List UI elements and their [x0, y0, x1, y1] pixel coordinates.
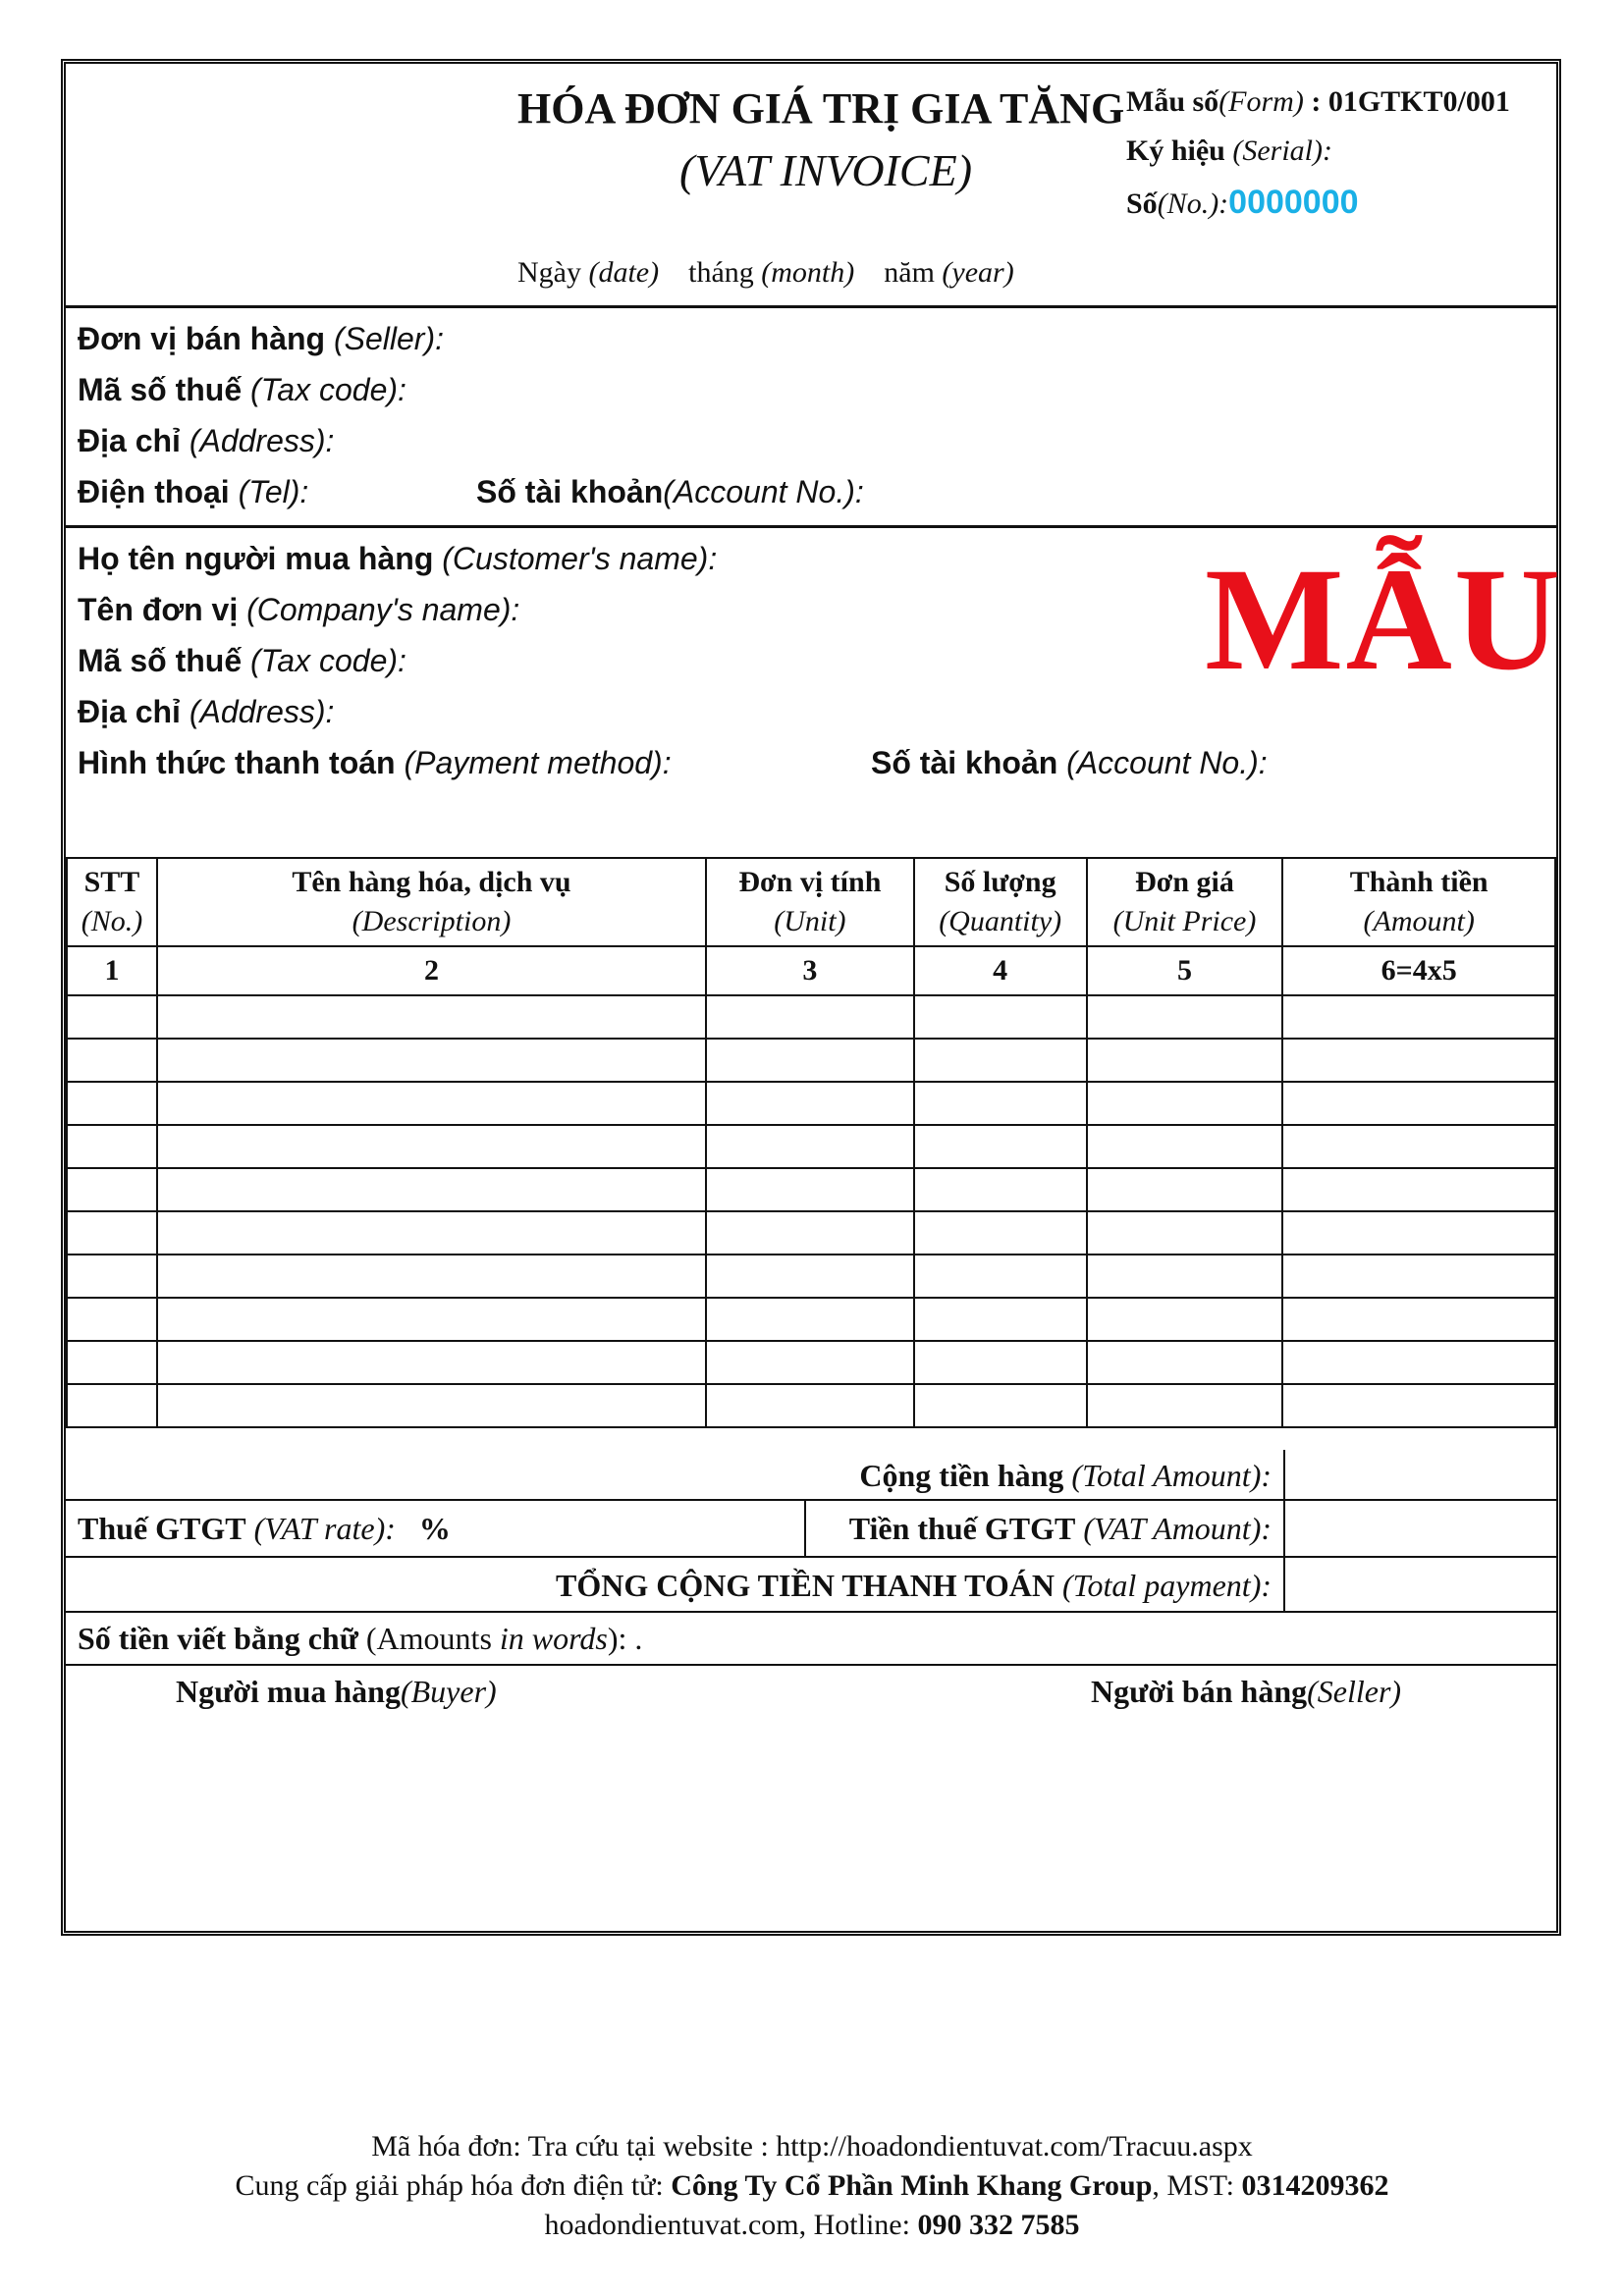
column-header: Đơn giá (Unit Price): [1087, 858, 1283, 946]
divider: [1283, 1558, 1285, 1611]
serial-label: Ký hiệu (Serial):: [1126, 134, 1332, 167]
table-cell: [1282, 1384, 1555, 1427]
table-cell: [67, 1384, 157, 1427]
table-cell: [914, 995, 1087, 1039]
company-name-field: Tên đơn vị (Company's name):: [78, 592, 520, 627]
buyer-tax-field: Mã số thuế (Tax code):: [78, 643, 406, 678]
total-payment-row: [66, 1558, 1556, 1613]
table-cell: [157, 1341, 706, 1384]
items-table: [66, 857, 1556, 1428]
total-amount-row: [66, 1450, 1556, 1501]
table-cell: [157, 995, 706, 1039]
table-cell: [157, 1211, 706, 1255]
column-header: STT (No.): [67, 858, 157, 946]
column-number: 5: [1087, 946, 1283, 995]
seller-tax-field: Mã số thuế (Tax code):: [78, 372, 406, 407]
column-number: 1: [67, 946, 157, 995]
table-cell: [157, 1384, 706, 1427]
table-cell: [1087, 1384, 1283, 1427]
column-header: Số lượng (Quantity): [914, 858, 1087, 946]
table-row: [67, 1168, 1555, 1211]
invoice-date: Ngày (date) tháng (month) năm (year): [517, 256, 1014, 289]
divider: [1283, 1450, 1285, 1499]
invoice-subtitle: (VAT INVOICE): [679, 145, 973, 195]
table-cell: [1087, 1039, 1283, 1082]
table-cell: [157, 1082, 706, 1125]
divider: [1283, 1501, 1285, 1556]
table-cell: [914, 1211, 1087, 1255]
table-cell: [1282, 1298, 1555, 1341]
invoice-number: Số(No.):0000000: [1126, 184, 1359, 221]
column-number-row: [67, 946, 1555, 995]
table-cell: [914, 1125, 1087, 1168]
table-cell: [914, 1082, 1087, 1125]
table-cell: [157, 1168, 706, 1211]
invoice-frame: [61, 59, 1561, 1936]
table-cell: [67, 1168, 157, 1211]
table-cell: [67, 1255, 157, 1298]
total-payment-label: TỔNG CỘNG TIỀN THANH TOÁN (Total payment):: [556, 1568, 1272, 1603]
table-cell: [1087, 995, 1283, 1039]
table-cell: [67, 1211, 157, 1255]
buyer-address-field: Địa chỉ (Address):: [78, 694, 335, 729]
buyer-account-field: Số tài khoản (Account No.):: [871, 745, 1268, 780]
footer-lookup: Mã hóa đơn: Tra cứu tại website : http://hoadondientuvat.com/Tracuu.aspx: [371, 2130, 1253, 2163]
table-cell: [67, 1298, 157, 1341]
column-header: Thành tiền (Amount): [1282, 858, 1555, 946]
table-cell: [157, 1125, 706, 1168]
table-cell: [1087, 1341, 1283, 1384]
column-number: 6=4x5: [1282, 946, 1555, 995]
table-row: [67, 1298, 1555, 1341]
table-cell: [1282, 1125, 1555, 1168]
table-cell: [1282, 995, 1555, 1039]
table-cell: [1087, 1168, 1283, 1211]
table-cell: [67, 1039, 157, 1082]
table-cell: [914, 1341, 1087, 1384]
footer-hotline: hoadondientuvat.com, Hotline: 090 332 7585: [544, 2209, 1080, 2241]
vat-amount-label: Tiền thuế GTGT (VAT Amount):: [848, 1511, 1272, 1546]
table-cell: [706, 1082, 914, 1125]
table-cell: [914, 1168, 1087, 1211]
column-header: Tên hàng hóa, dịch vụ (Description): [157, 858, 706, 946]
table-cell: [914, 1384, 1087, 1427]
table-cell: [67, 1341, 157, 1384]
table-cell: [1087, 1125, 1283, 1168]
sample-stamp: MẪU: [1205, 538, 1563, 701]
seller-tel-field: Điện thoại (Tel):: [78, 474, 309, 509]
table-row: [67, 1125, 1555, 1168]
table-cell: [706, 1125, 914, 1168]
table-cell: [1087, 1298, 1283, 1341]
column-header: Đơn vị tính (Unit): [706, 858, 914, 946]
seller-name-field: Đơn vị bán hàng (Seller):: [78, 321, 444, 356]
amount-in-words-row: [66, 1613, 1556, 1666]
buyer-signature-label: Người mua hàng(Buyer): [176, 1674, 497, 1709]
table-cell: [1282, 1255, 1555, 1298]
table-cell: [1087, 1082, 1283, 1125]
table-cell: [1282, 1211, 1555, 1255]
seller-signature-label: Người bán hàng(Seller): [1091, 1674, 1402, 1709]
seller-account-field: Số tài khoản(Account No.):: [476, 474, 864, 509]
table-row: [67, 1211, 1555, 1255]
table-cell: [157, 1039, 706, 1082]
table-row: [67, 1082, 1555, 1125]
table-cell: [157, 1255, 706, 1298]
table-cell: [706, 1211, 914, 1255]
seller-address-field: Địa chỉ (Address):: [78, 423, 335, 458]
table-cell: [706, 1298, 914, 1341]
table-row: [67, 995, 1555, 1039]
table-cell: [157, 1298, 706, 1341]
table-cell: [706, 995, 914, 1039]
vat-rate-label: Thuế GTGT (VAT rate): %: [78, 1511, 451, 1546]
table-cell: [706, 1341, 914, 1384]
table-row: [67, 1341, 1555, 1384]
table-cell: [706, 1255, 914, 1298]
table-cell: [914, 1298, 1087, 1341]
form-number: Mẫu số(Form) : 01GTKT0/001: [1126, 85, 1510, 118]
table-cell: [1282, 1341, 1555, 1384]
table-cell: [1087, 1211, 1283, 1255]
invoice-title: HÓA ĐƠN GIÁ TRỊ GIA TĂNG: [517, 84, 1125, 133]
table-row: [67, 1255, 1555, 1298]
column-number: 2: [157, 946, 706, 995]
table-row: [67, 1039, 1555, 1082]
amount-in-words-label: Số tiền viết bằng chữ (Amounts in words): .: [78, 1621, 643, 1656]
table-cell: [1282, 1082, 1555, 1125]
table-cell: [67, 1125, 157, 1168]
total-amount-label: Cộng tiền hàng (Total Amount):: [859, 1458, 1272, 1493]
table-cell: [914, 1039, 1087, 1082]
table-cell: [1282, 1039, 1555, 1082]
column-number: 4: [914, 946, 1087, 995]
table-cell: [706, 1168, 914, 1211]
table-cell: [67, 1082, 157, 1125]
table-cell: [706, 1384, 914, 1427]
table-row: [67, 1384, 1555, 1427]
table-cell: [1282, 1168, 1555, 1211]
table-cell: [706, 1039, 914, 1082]
column-number: 3: [706, 946, 914, 995]
payment-method-field: Hình thức thanh toán (Payment method):: [78, 745, 672, 780]
divider: [804, 1501, 806, 1556]
customer-name-field: Họ tên người mua hàng (Customer's name):: [78, 541, 718, 576]
divider: [66, 305, 1556, 308]
table-cell: [1087, 1255, 1283, 1298]
table-cell: [914, 1255, 1087, 1298]
vat-row: [66, 1501, 1556, 1558]
table-cell: [67, 995, 157, 1039]
table-header-row: [67, 858, 1555, 946]
divider: [66, 525, 1556, 528]
footer-provider: Cung cấp giải pháp hóa đơn điện tử: Công Ty Cổ Phần Minh Khang Group, MST: 0314209362: [235, 2169, 1389, 2202]
